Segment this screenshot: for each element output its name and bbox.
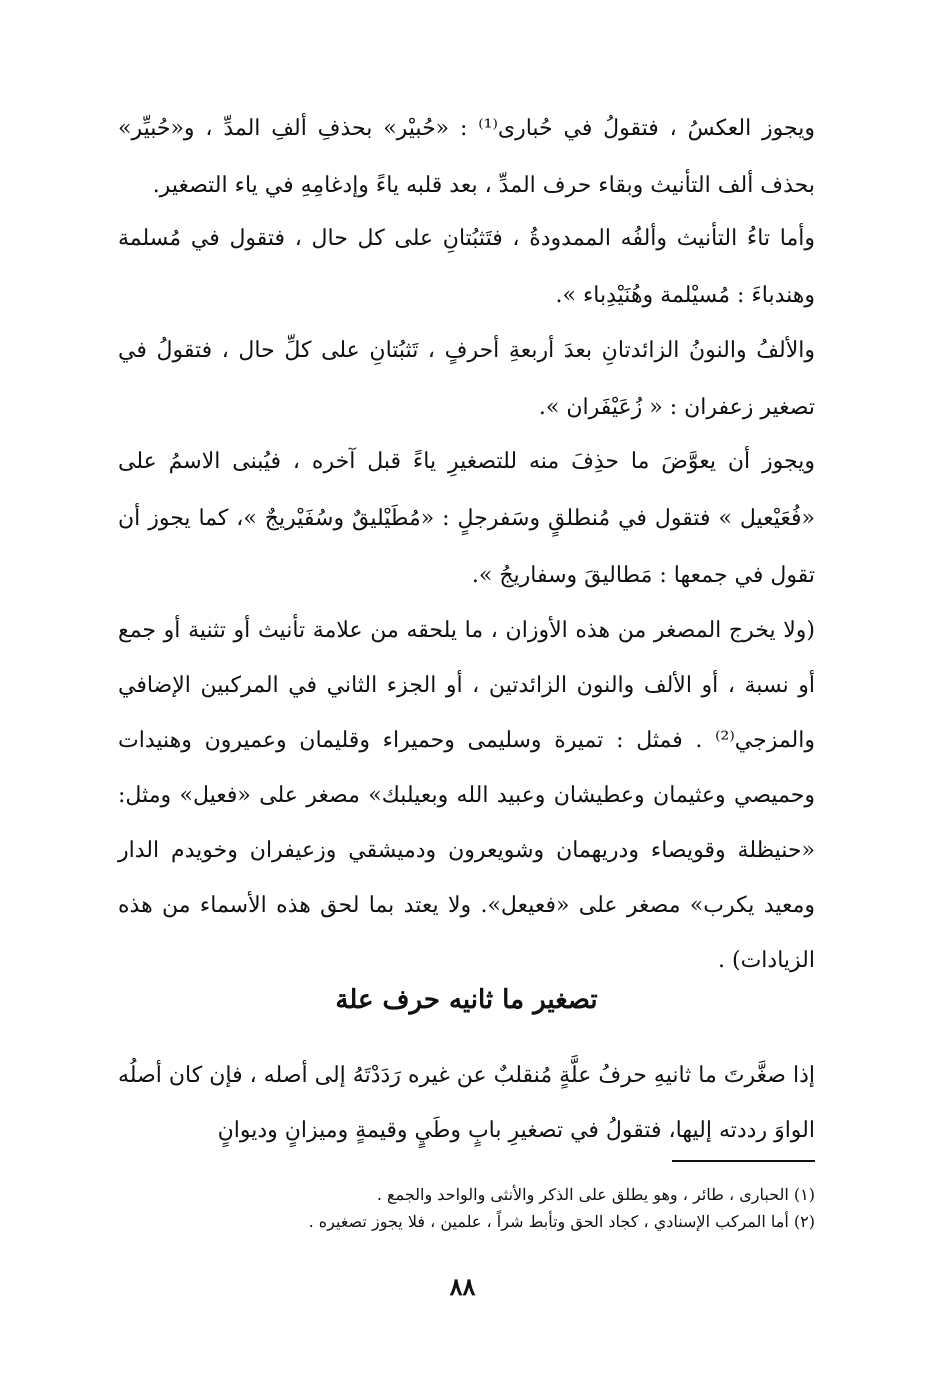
paragraph-compensation: ويجوز أن يعوَّضَ ما حذِفَ منه للتصغيرِ ياءً قبل آخره ، فيُبنى الاسمُ على «فُعَيْعيل » فتقول في مُنطلقٍ وسَفرجلٍ : «مُطَيْليقٌ وسُفَيْريجٌ »، كما يجوز أن تقول في جمعها : مَطاليقَ وسفاريجُ ».: [118, 449, 815, 588]
section-heading: تصغير ما ثانيه حرف علة: [335, 985, 598, 1015]
paragraph-weak-letter: إذا صغَّرتَ ما ثانيهِ حرفُ علَّةٍ مُنقلبٌ عن غيره رَدَدْتَهُ إلى أصله ، فإن كان أصلُه الواوَ رددته إليها، فتقولُ في تصغيرِ بابٍ وطَيٍ وقيمةٍ وميزانٍ وديوانٍ: [118, 1063, 815, 1143]
paragraph-feminine-ta: وأما تاءُ التأنيث وألفُه الممدودةُ ، فتَثبُتانِ على كل حال ، فتقول في مُسلمة وهندباءَ : مُسيْلمة وهُنَيْدِباء ».: [118, 226, 815, 308]
paragraph-alif-nun: والألفُ والنونُ الزائدتانِ بعدَ أربعةِ أحرفٍ ، تَثبُتانِ على كلِّ حال ، فتقولُ في تصغير زعفران : « زُعَيْفَران ».: [118, 338, 815, 420]
paragraph-diminutive-patterns: (ولا يخرج المصغر من هذه الأوزان ، ما يلحقه من علامة تأنيث أو تثنية أو جمع أو نسبة ، أو الألف والنون الزائدتين ، أو الجزء الثاني في المركبين الإضافي والمزجي⁽²⁾ . فمثل : تميرة وسليمى وحميراء وقليمان وعميرون وهنيدات وحميصي وعثيمان وعطيشان وعبيد الله وبعيلبك» مصغر على «فعيل» ومثل: «حنيظلة وقويصاء ودريهمان وشويعرون ودميشقي وزعيفران وخويدم الدار ومعيد يكرب» مصغر على «فعيعل». ولا يعتد بما لحق هذه الأسماء من هذه الزيادات) .: [118, 618, 815, 973]
page-number: ٨٨: [449, 1272, 476, 1301]
paragraph-reverse-diminutive: ويجوز العكسُ ، فتقولُ في حُبارى⁽¹⁾ : «حُبيْر» بحذفِ ألفِ المدِّ ، و«حُبيِّر» بحذف ألف التأنيث وبقاء حرف المدِّ ، بعد قلبه ياءً وإدغامِهِ في ياء التصغير.: [118, 116, 815, 198]
footnote-1: (١) الحبارى ، طائر ، وهو يطلق على الذكر والأنثى والواحد والجمع .: [376, 1185, 815, 1204]
footnote-divider: [672, 1160, 815, 1162]
footnote-2: (٢) أما المركب الإسنادي ، كجاد الحق وتأبط شراً ، علمين ، فلا يجوز تصغيره .: [308, 1212, 815, 1231]
